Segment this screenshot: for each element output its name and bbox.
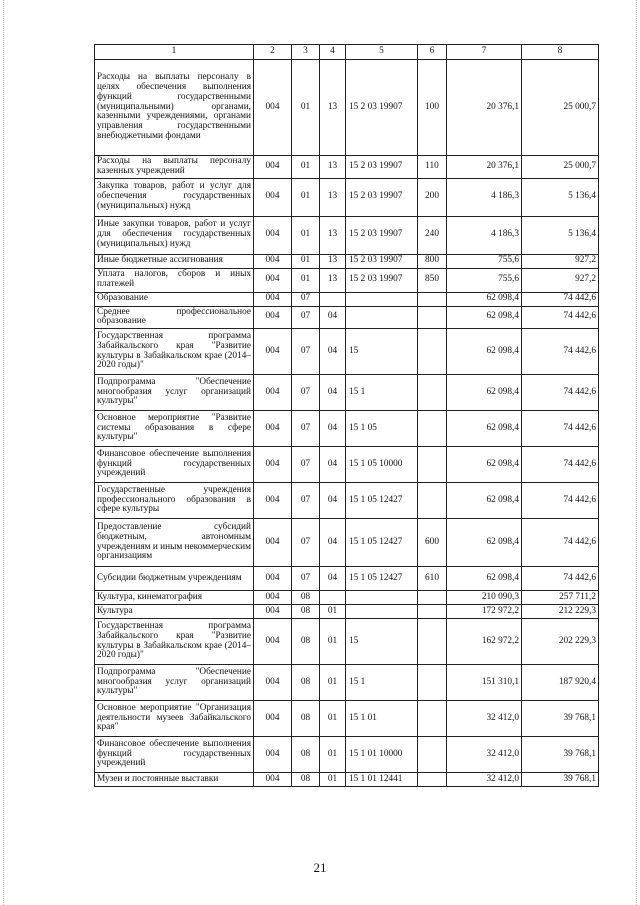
amount-year2-cell: 74 442,6 [522, 292, 599, 306]
expense-type-cell [418, 483, 447, 519]
subsection-cell: 13 [320, 178, 346, 216]
admin-code-cell: 004 [254, 268, 292, 292]
section-cell: 01 [292, 178, 320, 216]
target-article-cell [346, 605, 418, 619]
subsection-cell: 04 [320, 519, 346, 567]
subsection-cell: 01 [320, 737, 346, 773]
table-row [95, 411, 599, 447]
section-cell: 08 [292, 773, 320, 787]
subsection-cell: 01 [320, 773, 346, 787]
section-cell: 07 [292, 411, 320, 447]
subsection-cell: 13 [320, 156, 346, 179]
section-cell: 07 [292, 519, 320, 567]
expense-type-cell [418, 619, 447, 665]
page-number: 21 [313, 860, 327, 875]
column-header: 7 [447, 45, 522, 60]
expense-type-cell [418, 701, 447, 737]
table-row [95, 268, 599, 292]
amount-year2-cell: 74 442,6 [522, 567, 599, 591]
target-article-cell: 15 1 05 [346, 411, 418, 447]
section-cell: 07 [292, 375, 320, 411]
target-article-cell: 15 [346, 619, 418, 665]
admin-code-cell: 004 [254, 178, 292, 216]
amount-year1-cell: 172 972,2 [447, 605, 522, 619]
section-cell: 01 [292, 254, 320, 268]
item-name-cell: Государственные учреждения профессионального образования в сфере культуры [95, 483, 254, 519]
section-cell: 01 [292, 216, 320, 254]
section-cell: 07 [292, 447, 320, 483]
target-article-cell [346, 591, 418, 605]
item-name-cell: Культура, кинематография [95, 591, 254, 605]
amount-year2-cell: 39 768,1 [522, 773, 599, 787]
amount-year1-cell: 20 376,1 [447, 60, 522, 156]
target-article-cell: 15 1 05 10000 [346, 447, 418, 483]
item-name-cell: Среднее профессиональное образование [95, 306, 254, 329]
section-cell: 07 [292, 306, 320, 329]
admin-code-cell: 004 [254, 519, 292, 567]
amount-year2-cell: 25 000,7 [522, 60, 599, 156]
table-row [95, 60, 599, 156]
table-row [95, 447, 599, 483]
item-name-cell: Закупка товаров, работ и услуг для обеспечения государственных (муниципальных) нужд [95, 178, 254, 216]
expense-type-cell [418, 773, 447, 787]
table-row [95, 665, 599, 701]
subsection-cell: 04 [320, 483, 346, 519]
amount-year1-cell: 4 186,3 [447, 216, 522, 254]
target-article-cell: 15 1 05 12427 [346, 483, 418, 519]
admin-code-cell: 004 [254, 483, 292, 519]
expense-type-cell: 110 [418, 156, 447, 179]
amount-year1-cell: 62 098,4 [447, 292, 522, 306]
page-edge-right [636, 0, 637, 905]
amount-year2-cell: 74 442,6 [522, 329, 599, 375]
subsection-cell: 01 [320, 605, 346, 619]
target-article-cell: 15 1 01 12441 [346, 773, 418, 787]
amount-year2-cell: 74 442,6 [522, 483, 599, 519]
column-header: 4 [320, 45, 346, 60]
table-row [95, 178, 599, 216]
section-cell: 07 [292, 567, 320, 591]
item-name-cell: Иные бюджетные ассигнования [95, 254, 254, 268]
amount-year1-cell: 755,6 [447, 268, 522, 292]
item-name-cell: Финансовое обеспечение выполнения функций государственных учреждений [95, 737, 254, 773]
target-article-cell: 15 1 05 12427 [346, 567, 418, 591]
subsection-cell: 13 [320, 60, 346, 156]
amount-year2-cell: 74 442,6 [522, 519, 599, 567]
amount-year1-cell: 62 098,4 [447, 329, 522, 375]
amount-year2-cell: 25 000,7 [522, 156, 599, 179]
expense-type-cell: 600 [418, 519, 447, 567]
admin-code-cell: 004 [254, 567, 292, 591]
expense-type-cell: 610 [418, 567, 447, 591]
subsection-cell: 13 [320, 254, 346, 268]
table-row [95, 306, 599, 329]
table-row [95, 619, 599, 665]
table-row [95, 701, 599, 737]
table-row [95, 737, 599, 773]
item-name-cell: Предоставление субсидий бюджетным, автономным учреждениям и иным некоммерческим организациям [95, 519, 254, 567]
column-header: 3 [292, 45, 320, 60]
subsection-cell: 04 [320, 411, 346, 447]
item-name-cell: Государственная программа Забайкальского края "Развитие культуры в Забайкальском крае (2014–2020 годы)" [95, 329, 254, 375]
budget-table [94, 44, 599, 787]
item-name-cell: Музеи и постоянные выставки [95, 773, 254, 787]
subsection-cell: 01 [320, 619, 346, 665]
table-row [95, 329, 599, 375]
column-header: 2 [254, 45, 292, 60]
page-edge-left [3, 0, 4, 905]
expense-type-cell [418, 375, 447, 411]
target-article-cell: 15 2 03 19907 [346, 254, 418, 268]
section-cell: 08 [292, 619, 320, 665]
item-name-cell: Основное мероприятие "Развитие системы образования в сфере культуры" [95, 411, 254, 447]
expense-type-cell [418, 665, 447, 701]
table-row [95, 216, 599, 254]
target-article-cell: 15 1 [346, 375, 418, 411]
subsection-cell [320, 292, 346, 306]
target-article-cell: 15 1 [346, 665, 418, 701]
admin-code-cell: 004 [254, 411, 292, 447]
admin-code-cell: 004 [254, 306, 292, 329]
column-header: 5 [346, 45, 418, 60]
column-header: 1 [95, 45, 254, 60]
item-name-cell: Иные закупки товаров, работ и услуг для обеспечения государственных (муниципальных) нужд [95, 216, 254, 254]
admin-code-cell: 004 [254, 292, 292, 306]
subsection-cell [320, 591, 346, 605]
table-row [95, 773, 599, 787]
item-name-cell: Подпрограмма "Обеспечение многообразия услуг организаций культуры" [95, 665, 254, 701]
expense-type-cell [418, 411, 447, 447]
subsection-cell: 04 [320, 329, 346, 375]
table-row [95, 605, 599, 619]
item-name-cell: Подпрограмма "Обеспечение многообразия услуг организаций культуры" [95, 375, 254, 411]
item-name-cell: Культура [95, 605, 254, 619]
target-article-cell: 15 2 03 19907 [346, 268, 418, 292]
table-row [95, 375, 599, 411]
admin-code-cell: 004 [254, 773, 292, 787]
admin-code-cell: 004 [254, 216, 292, 254]
expense-type-cell: 800 [418, 254, 447, 268]
expense-type-cell [418, 329, 447, 375]
table-row [95, 591, 599, 605]
item-name-cell: Основное мероприятие "Организация деятельности музеев Забайкальского края" [95, 701, 254, 737]
admin-code-cell: 004 [254, 254, 292, 268]
amount-year2-cell: 927,2 [522, 268, 599, 292]
section-cell: 01 [292, 156, 320, 179]
amount-year1-cell: 62 098,4 [447, 567, 522, 591]
table-row [95, 254, 599, 268]
section-cell: 08 [292, 591, 320, 605]
amount-year2-cell: 187 920,4 [522, 665, 599, 701]
amount-year1-cell: 4 186,3 [447, 178, 522, 216]
column-header: 8 [522, 45, 599, 60]
target-article-cell: 15 2 03 19907 [346, 216, 418, 254]
amount-year1-cell: 151 310,1 [447, 665, 522, 701]
subsection-cell: 13 [320, 268, 346, 292]
admin-code-cell: 004 [254, 619, 292, 665]
admin-code-cell: 004 [254, 605, 292, 619]
amount-year1-cell: 62 098,4 [447, 306, 522, 329]
table-row [95, 483, 599, 519]
section-cell: 01 [292, 60, 320, 156]
expense-type-cell [418, 292, 447, 306]
expense-type-cell [418, 737, 447, 773]
amount-year2-cell: 74 442,6 [522, 306, 599, 329]
expense-type-cell: 100 [418, 60, 447, 156]
expense-type-cell [418, 605, 447, 619]
amount-year1-cell: 62 098,4 [447, 375, 522, 411]
amount-year2-cell: 5 136,4 [522, 178, 599, 216]
table-row [95, 292, 599, 306]
subsection-cell: 13 [320, 216, 346, 254]
table-row [95, 519, 599, 567]
section-cell: 01 [292, 268, 320, 292]
subsection-cell: 04 [320, 375, 346, 411]
item-name-cell: Уплата налогов, сборов и иных платежей [95, 268, 254, 292]
admin-code-cell: 004 [254, 737, 292, 773]
amount-year1-cell: 32 412,0 [447, 773, 522, 787]
target-article-cell: 15 1 05 12427 [346, 519, 418, 567]
admin-code-cell: 004 [254, 60, 292, 156]
target-article-cell: 15 [346, 329, 418, 375]
amount-year2-cell: 202 229,3 [522, 619, 599, 665]
section-cell: 07 [292, 329, 320, 375]
expense-type-cell [418, 447, 447, 483]
amount-year2-cell: 74 442,6 [522, 375, 599, 411]
item-name-cell: Субсидии бюджетным учреждениям [95, 567, 254, 591]
admin-code-cell: 004 [254, 329, 292, 375]
expense-type-cell: 200 [418, 178, 447, 216]
amount-year1-cell: 62 098,4 [447, 519, 522, 567]
amount-year1-cell: 162 972,2 [447, 619, 522, 665]
admin-code-cell: 004 [254, 591, 292, 605]
admin-code-cell: 004 [254, 375, 292, 411]
section-cell: 08 [292, 605, 320, 619]
subsection-cell: 04 [320, 447, 346, 483]
section-cell: 08 [292, 737, 320, 773]
target-article-cell [346, 292, 418, 306]
amount-year1-cell: 210 090,3 [447, 591, 522, 605]
amount-year2-cell: 257 711,2 [522, 591, 599, 605]
expense-type-cell: 850 [418, 268, 447, 292]
amount-year1-cell: 62 098,4 [447, 411, 522, 447]
section-cell: 07 [292, 483, 320, 519]
subsection-cell: 01 [320, 701, 346, 737]
section-cell: 08 [292, 665, 320, 701]
target-article-cell: 15 2 03 19907 [346, 156, 418, 179]
table-row [95, 156, 599, 179]
amount-year1-cell: 20 376,1 [447, 156, 522, 179]
target-article-cell: 15 2 03 19907 [346, 60, 418, 156]
expense-type-cell [418, 306, 447, 329]
expense-type-cell [418, 591, 447, 605]
header-row [95, 45, 599, 60]
item-name-cell: Образование [95, 292, 254, 306]
section-cell: 07 [292, 292, 320, 306]
item-name-cell: Расходы на выплаты персоналу казенных учреждений [95, 156, 254, 179]
item-name-cell: Расходы на выплаты персоналу в целях обеспечения выполнения функций государственными (муниципальными) органами, казенными учреждениями, органами управления государственными внебюджетными фондами [95, 60, 254, 156]
target-article-cell: 15 1 01 10000 [346, 737, 418, 773]
amount-year1-cell: 62 098,4 [447, 447, 522, 483]
item-name-cell: Финансовое обеспечение выполнения функций государственных учреждений [95, 447, 254, 483]
amount-year2-cell: 212 229,3 [522, 605, 599, 619]
target-article-cell [346, 306, 418, 329]
amount-year2-cell: 927,2 [522, 254, 599, 268]
table-row [95, 567, 599, 591]
subsection-cell: 04 [320, 306, 346, 329]
admin-code-cell: 004 [254, 701, 292, 737]
amount-year2-cell: 39 768,1 [522, 701, 599, 737]
subsection-cell: 01 [320, 665, 346, 701]
admin-code-cell: 004 [254, 665, 292, 701]
amount-year1-cell: 32 412,0 [447, 701, 522, 737]
amount-year2-cell: 74 442,6 [522, 411, 599, 447]
amount-year2-cell: 5 136,4 [522, 216, 599, 254]
admin-code-cell: 004 [254, 156, 292, 179]
subsection-cell: 04 [320, 567, 346, 591]
expense-type-cell: 240 [418, 216, 447, 254]
amount-year2-cell: 39 768,1 [522, 737, 599, 773]
section-cell: 08 [292, 701, 320, 737]
amount-year1-cell: 755,6 [447, 254, 522, 268]
target-article-cell: 15 2 03 19907 [346, 178, 418, 216]
amount-year1-cell: 32 412,0 [447, 737, 522, 773]
amount-year1-cell: 62 098,4 [447, 483, 522, 519]
amount-year2-cell: 74 442,6 [522, 447, 599, 483]
target-article-cell: 15 1 01 [346, 701, 418, 737]
column-header: 6 [418, 45, 447, 60]
item-name-cell: Государственная программа Забайкальского края "Развитие культуры в Забайкальском крае (2014–2020 годы)" [95, 619, 254, 665]
admin-code-cell: 004 [254, 447, 292, 483]
